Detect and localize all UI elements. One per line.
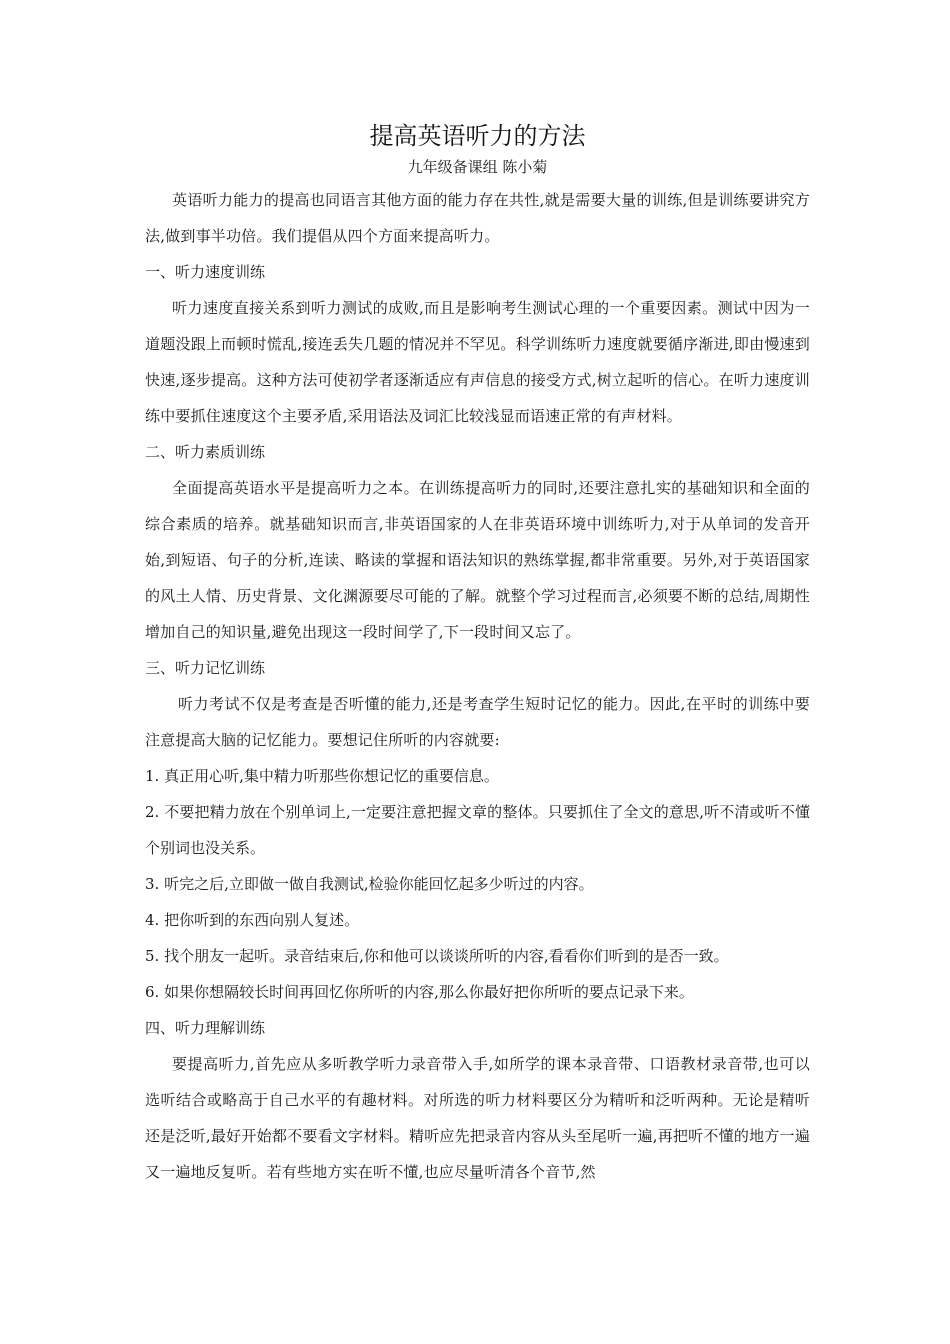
section-paragraph-speed: 听力速度直接关系到听力测试的成败,而且是影响考生测试心理的一个重要因素。测试中因为一道题没跟上而顿时慌乱,接连丢失几题的情况并不罕见。科学训练听力速度就要循序渐进,即由慢速到快速,逐步提高。这种方法可使初学者逐渐适应有声信息的接受方式,树立起听的信心。在听力速度训练中要抓住速度这个主要矛盾,采用语法及词汇比较浅显而语速正常的有声材料。	[145, 299, 810, 425]
list-item: 2. 不要把精力放在个别单词上,一定要注意把握文章的整体。只要抓住了全文的意思,听不清或听不懂个别词也没关系。	[145, 803, 810, 857]
document-page	[145, 118, 810, 1190]
intro-paragraph: 英语听力能力的提高也同语言其他方面的能力存在共性,就是需要大量的训练,但是训练要讲究方法,做到事半功倍。我们提倡从四个方面来提高听力。	[145, 191, 810, 245]
section-paragraph-memory: 听力考试不仅是考查是否听懂的能力,还是考查学生短时记忆的能力。因此,在平时的训练中要注意提高大脑的记忆能力。要想记住所听的内容就要:	[145, 695, 810, 749]
section-heading-speed: 一、听力速度训练	[145, 263, 266, 281]
section-heading-memory: 三、听力记忆训练	[145, 659, 266, 677]
list-item: 5. 找个朋友一起听。录音结束后,你和他可以谈谈所听的内容,看看你们听到的是否一致。	[145, 947, 729, 965]
list-item: 1. 真正用心听,集中精力听那些你想记忆的重要信息。	[145, 767, 499, 785]
section-paragraph-comprehension: 要提高听力,首先应从多听教学听力录音带入手,如所学的课本录音带、口语教材录音带,也可以选听结合或略高于自己水平的有趣材料。对所选的听力材料要区分为精听和泛听两种。无论是精听还是泛听,最好开始都不要看文字材料。精听应先把录音内容从头至尾听一遍,再把听不懂的地方一遍又一遍地反复听。若有些地方实在听不懂,也应尽量听清各个音节,然	[145, 1055, 810, 1181]
list-item: 4. 把你听到的东西向别人复述。	[145, 911, 360, 929]
author-line: 九年级备课组 陈小菊	[407, 158, 548, 176]
list-item: 6. 如果你想隔较长时间再回忆你所听的内容,那么你最好把你所听的要点记录下来。	[145, 983, 694, 1001]
list-item: 3. 听完之后,立即做一做自我测试,检验你能回忆起多少听过的内容。	[145, 875, 594, 893]
section-heading-quality: 二、听力素质训练	[145, 443, 266, 461]
section-heading-comprehension: 四、听力理解训练	[145, 1019, 266, 1037]
document-title: 提高英语听力的方法	[369, 122, 586, 150]
section-paragraph-quality: 全面提高英语水平是提高听力之本。在训练提高听力的同时,还要注意扎实的基础知识和全面的综合素质的培养。就基础知识而言,非英语国家的人在非英语环境中训练听力,对于从单词的发音开始,到短语、句子的分析,连读、略读的掌握和语法知识的熟练掌握,都非常重要。另外,对于英语国家的风土人情、历史背景、文化渊源要尽可能的了解。就整个学习过程而言,必须要不断的总结,周期性增加自己的知识量,避免出现这一段时间学了,下一段时间又忘了。	[145, 479, 810, 641]
